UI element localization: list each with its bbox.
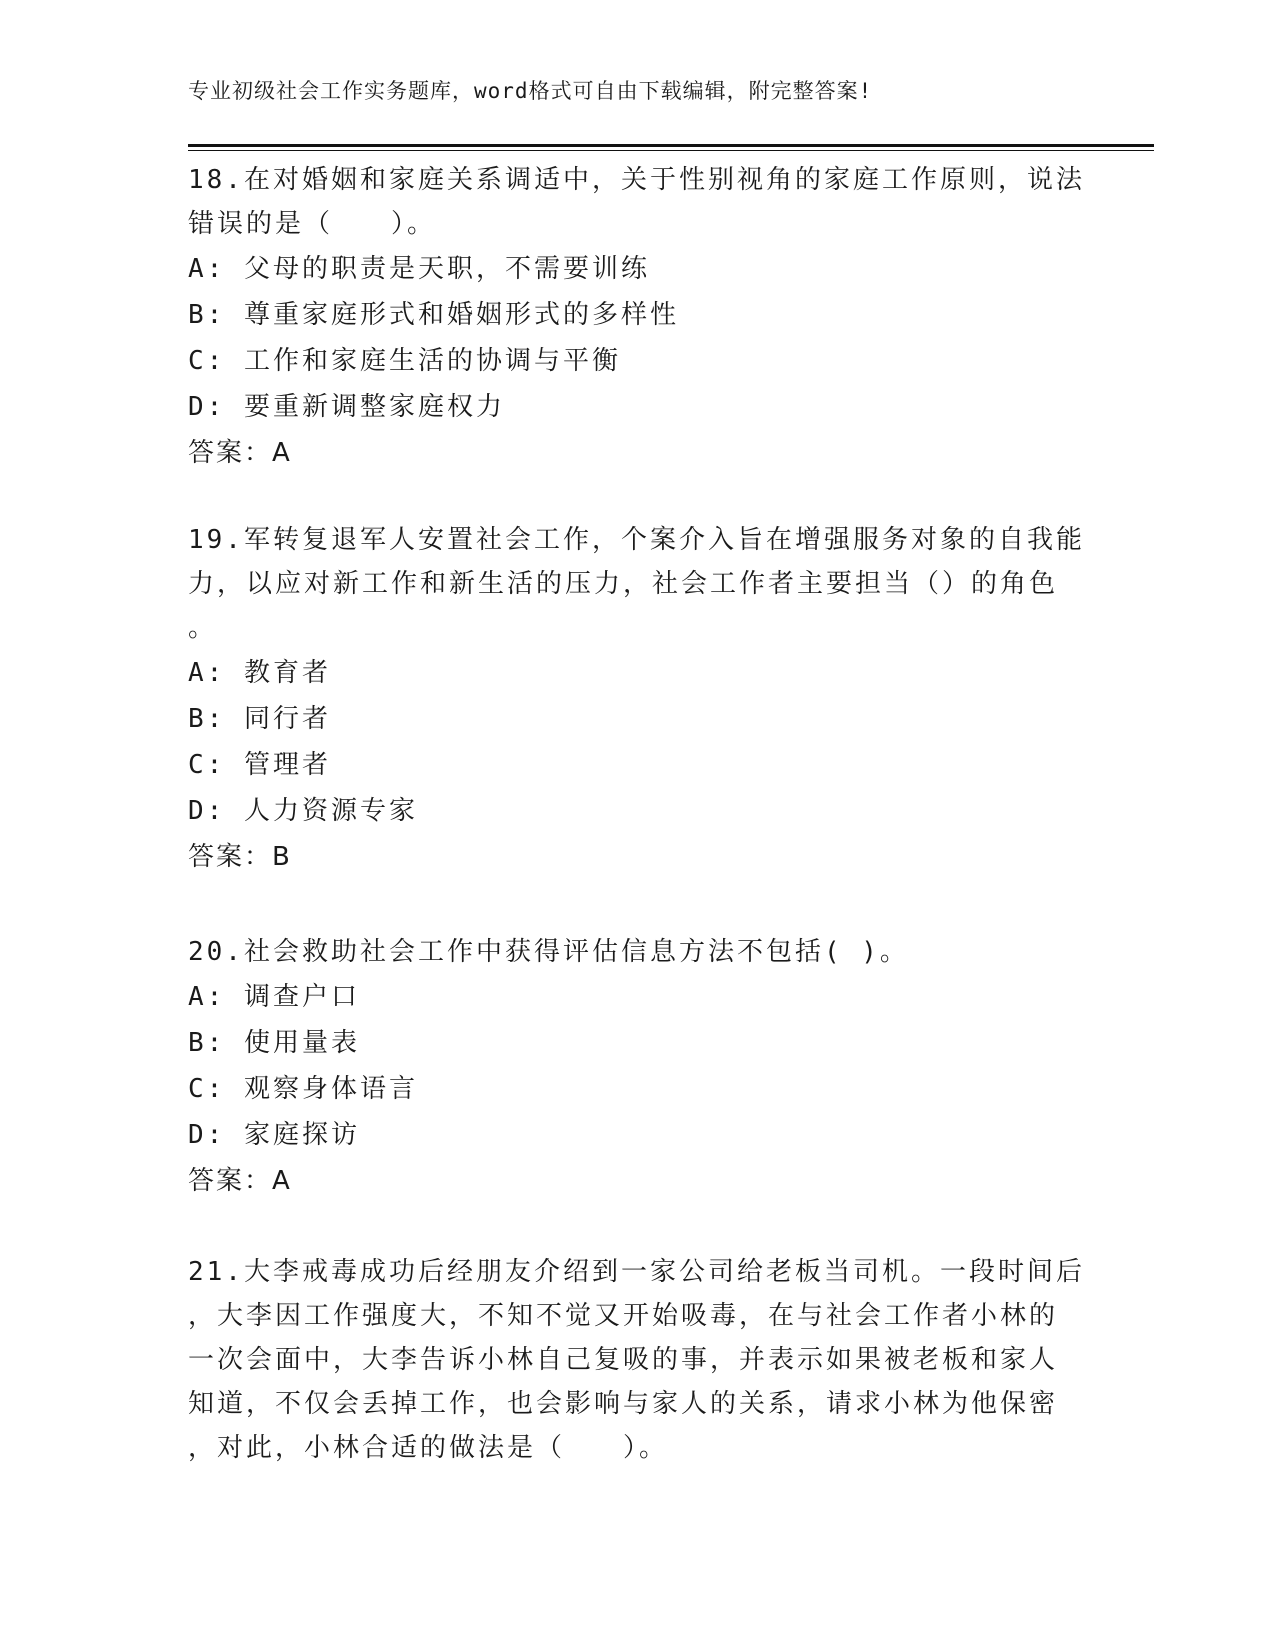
question-stem-line: 20.社会救助社会工作中获得评估信息方法不包括( )。: [188, 937, 909, 967]
option-c: C: 工作和家庭生活的协调与平衡: [188, 346, 621, 376]
question-stem-line: 错误的是（ ）。: [188, 209, 437, 239]
header-rule-thin: [188, 150, 1154, 151]
question-stem-line: ，对此，小林合适的做法是（ ）。: [188, 1433, 669, 1463]
question-stem-line: 21.大李戒毒成功后经朋友介绍到一家公司给老板当司机。一段时间后: [188, 1257, 1085, 1287]
question-19: [188, 518, 1118, 880]
question-stem-line: 力，以应对新工作和新生活的压力，社会工作者主要担当（）的角色: [188, 569, 1059, 599]
question-stem-line: 一次会面中，大李告诉小林自己复吸的事，并表示如果被老板和家人: [188, 1345, 1059, 1375]
option-a: A: 调查户口: [188, 982, 360, 1012]
question-stem-line: ，大李因工作强度大，不知不觉又开始吸毒，在与社会工作者小林的: [188, 1301, 1059, 1331]
question-stem-line: 19.军转复退军人安置社会工作，个案介入旨在增强服务对象的自我能: [188, 525, 1085, 555]
question-stem-line: 18.在对婚姻和家庭关系调适中，关于性别视角的家庭工作原则，说法: [188, 165, 1085, 195]
option-a: A: 父母的职责是天职，不需要训练: [188, 254, 650, 284]
question-20: [188, 930, 1118, 1204]
option-a: A: 教育者: [188, 658, 331, 688]
question-stem-line: 。: [188, 613, 218, 643]
question-21: [188, 1250, 1118, 1470]
question-18: [188, 158, 1118, 476]
answer-line: 答案：A: [188, 438, 292, 468]
question-stem-line: 知道，不仅会丢掉工作，也会影响与家人的关系，请求小林为他保密: [188, 1389, 1059, 1419]
option-c: C: 管理者: [188, 750, 331, 780]
page-header: 专业初级社会工作实务题库，word格式可自由下载编辑，附完整答案!: [188, 79, 873, 103]
header-rule-thick: [188, 144, 1154, 147]
option-d: D: 人力资源专家: [188, 796, 418, 826]
option-b: B: 同行者: [188, 704, 331, 734]
option-d: D: 要重新调整家庭权力: [188, 392, 505, 422]
option-d: D: 家庭探访: [188, 1120, 360, 1150]
answer-line: 答案：A: [188, 1166, 292, 1196]
option-b: B: 使用量表: [188, 1028, 360, 1058]
option-b: B: 尊重家庭形式和婚姻形式的多样性: [188, 300, 679, 330]
option-c: C: 观察身体语言: [188, 1074, 418, 1104]
answer-line: 答案：B: [188, 842, 292, 872]
